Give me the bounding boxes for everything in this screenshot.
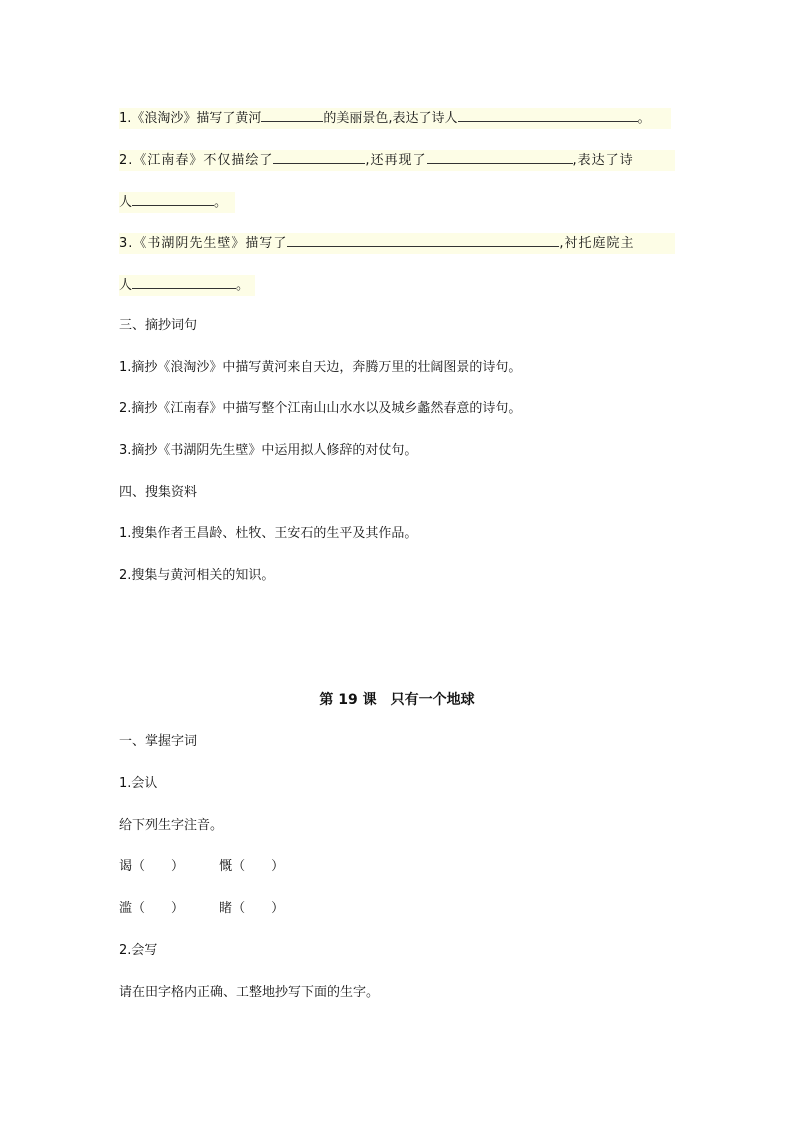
- q2-continuation: 人: [119, 195, 133, 210]
- q3-blank-1[interactable]: [287, 233, 559, 247]
- lesson-instruction-pinyin: 给下列生字注音。: [119, 818, 224, 833]
- q2-middle-2: ,表达了诗: [572, 153, 634, 168]
- fill-in-question-2: [119, 150, 675, 171]
- q3-continuation: 人: [119, 278, 133, 293]
- q3-end: 。: [236, 278, 250, 293]
- q2-blank-1[interactable]: [273, 150, 365, 164]
- fill-in-question-3: [119, 233, 675, 254]
- lesson-section-1-heading: 一、掌握字词: [119, 734, 198, 749]
- section-4-item-2: 2.搜集与黄河相关的知识。: [119, 568, 275, 583]
- pinyin-item: [119, 899, 215, 919]
- pinyin-item: [119, 857, 215, 877]
- fill-in-question-3-cont: [119, 275, 255, 296]
- q2-blank-3[interactable]: [132, 192, 214, 206]
- q2-end: 。: [214, 195, 228, 210]
- pinyin-item: [219, 899, 284, 919]
- pinyin-char: 谒: [119, 859, 133, 874]
- q1-end: 。: [637, 111, 651, 126]
- pinyin-char: 睹: [219, 901, 233, 916]
- pinyin-blank[interactable]: （ ）: [132, 901, 185, 916]
- fill-in-question-2-cont: [119, 192, 235, 213]
- lesson-instruction-write: 请在田字格内正确、工整地抄写下面的生字。: [119, 985, 380, 1000]
- q3-blank-2[interactable]: [132, 275, 236, 289]
- section-3-heading: 三、摘抄词句: [119, 318, 198, 333]
- q3-middle: ,衬托庭院主: [559, 236, 635, 251]
- lesson-title: 第 19 课 只有一个地球: [319, 692, 475, 708]
- q2-blank-2[interactable]: [427, 150, 573, 164]
- pinyin-row-2: [119, 899, 284, 919]
- pinyin-blank[interactable]: （ ）: [132, 859, 185, 874]
- pinyin-blank[interactable]: （ ）: [232, 901, 285, 916]
- pinyin-char: 滥: [119, 901, 133, 916]
- q1-middle: 的美丽景色,表达了诗人: [323, 111, 458, 126]
- q1-prefix: 1.《浪淘沙》描写了黄河: [119, 111, 262, 126]
- lesson-sub-heading-recognize: 1.会认: [119, 776, 158, 791]
- q1-blank-2[interactable]: [458, 108, 638, 122]
- section-4-heading: 四、搜集资料: [119, 485, 198, 500]
- pinyin-row-1: [119, 857, 284, 877]
- pinyin-blank[interactable]: （ ）: [232, 859, 285, 874]
- section-3-item-2: 2.摘抄《江南春》中描写整个江南山山水水以及城乡蠡然春意的诗句。: [119, 401, 522, 416]
- pinyin-char: 慨: [219, 859, 233, 874]
- section-3-item-1: 1.摘抄《浪淘沙》中描写黄河来自天边，奔腾万里的壮阔图景的诗句。: [119, 360, 522, 375]
- q2-middle: ,还再现了: [365, 153, 427, 168]
- section-3-item-3: 3.摘抄《书湖阴先生壁》中运用拟人修辞的对仗句。: [119, 443, 418, 458]
- q2-prefix: 2.《江南春》不仅描绘了: [119, 153, 274, 168]
- lesson-sub-heading-write: 2.会写: [119, 943, 158, 958]
- q3-prefix: 3.《书湖阴先生壁》描写了: [119, 236, 288, 251]
- q1-blank-1[interactable]: [261, 108, 323, 122]
- fill-in-question-1: [119, 108, 671, 129]
- section-4-item-1: 1.搜集作者王昌龄、杜牧、王安石的生平及其作品。: [119, 526, 418, 541]
- pinyin-item: [219, 857, 284, 877]
